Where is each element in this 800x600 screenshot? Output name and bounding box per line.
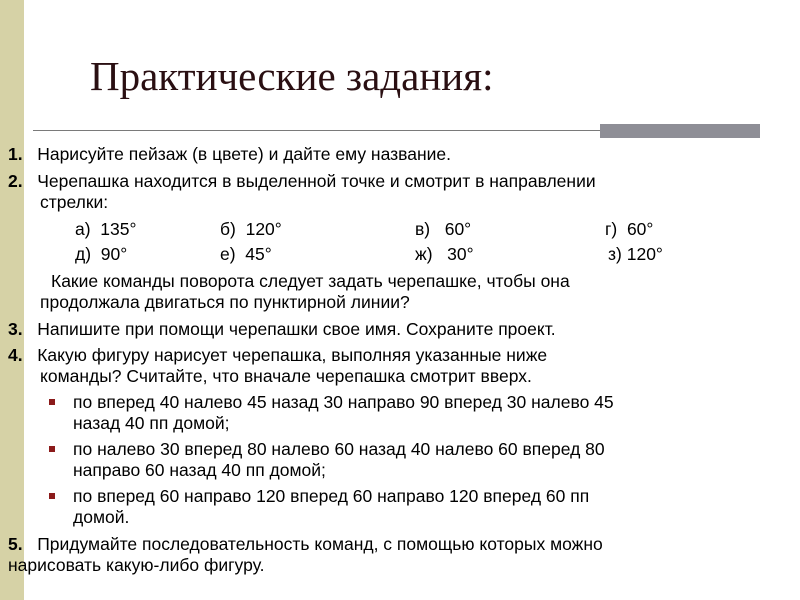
task-3-number: 3. [8, 319, 23, 339]
option-value: 30° [447, 244, 474, 264]
option-b [220, 218, 282, 240]
bullet-icon [49, 493, 55, 499]
option-label: е) [220, 244, 236, 264]
task-1-text: Нарисуйте пейзаж (в цвете) и дайте ему название. [37, 144, 452, 164]
option-zh [415, 243, 474, 265]
task-5-line1 [8, 533, 603, 555]
task-1 [8, 143, 451, 165]
command-2-line2: направо 60 назад 40 пп домой; [73, 460, 326, 480]
task-2-question-line1: Какие команды поворота следует задать черепашке, чтобы она [51, 271, 570, 291]
option-value: 45° [245, 244, 272, 264]
task-2-text: Черепашка находится в выделенной точке и смотрит в направлении [37, 171, 596, 191]
task-2-number: 2. [8, 171, 23, 191]
option-a [75, 218, 137, 240]
option-value: 120° [245, 219, 282, 239]
task-5-number: 5. [8, 534, 23, 554]
option-value: 120° [626, 244, 663, 264]
command-1-line2: назад 40 пп домой; [73, 413, 230, 433]
option-label: а) [75, 219, 91, 239]
option-label: г) [605, 219, 618, 239]
option-value: 60° [444, 219, 472, 239]
command-3-line2: домой. [73, 507, 130, 527]
task-5-line2: нарисовать какую-либо фигуру. [8, 555, 265, 575]
task-2-line2: стрелки: [40, 192, 109, 212]
option-label: в) [415, 219, 431, 239]
task-1-number: 1. [8, 144, 23, 164]
option-label: з) [608, 244, 622, 264]
option-v [415, 218, 471, 240]
task-4-text: Какую фигуру нарисует черепашка, выполняя указанные ниже [37, 345, 548, 365]
option-e [220, 243, 272, 265]
task-3 [8, 318, 556, 340]
option-value: 90° [100, 244, 128, 264]
option-g [605, 218, 653, 240]
option-label: ж) [415, 244, 433, 264]
option-value: 135° [100, 219, 137, 239]
bullet-icon [49, 446, 55, 452]
task-4-number: 4. [8, 345, 23, 365]
task-4-line2: команды? Считайте, что вначале черепашка смотрит вверх. [40, 366, 532, 386]
task-2-question-line2: продолжала двигаться по пунктирной линии? [40, 292, 410, 312]
option-label: б) [220, 219, 236, 239]
task-5-text: Придумайте последовательность команд, с помощью которых можно [37, 534, 603, 554]
bullet-icon [49, 399, 55, 405]
task-3-text: Напишите при помощи черепашки свое имя. Сохраните проект. [37, 319, 556, 339]
option-z [608, 243, 663, 265]
task-2-line1 [8, 170, 596, 192]
command-3-line1: по вперед 60 направо 120 вперед 60 направо 120 вперед 60 пп [73, 486, 590, 506]
command-1-line1: по вперед 40 налево 45 назад 30 направо 90 вперед 30 налево 45 [73, 392, 614, 412]
slide-title: Практические задания: [90, 53, 494, 99]
command-2-line1: по налево 30 вперед 80 налево 60 назад 40 налево 60 вперед 80 [73, 439, 605, 459]
option-label: д) [75, 244, 92, 264]
option-d [75, 243, 127, 265]
task-4-line1 [8, 344, 547, 366]
option-value: 60° [626, 219, 654, 239]
